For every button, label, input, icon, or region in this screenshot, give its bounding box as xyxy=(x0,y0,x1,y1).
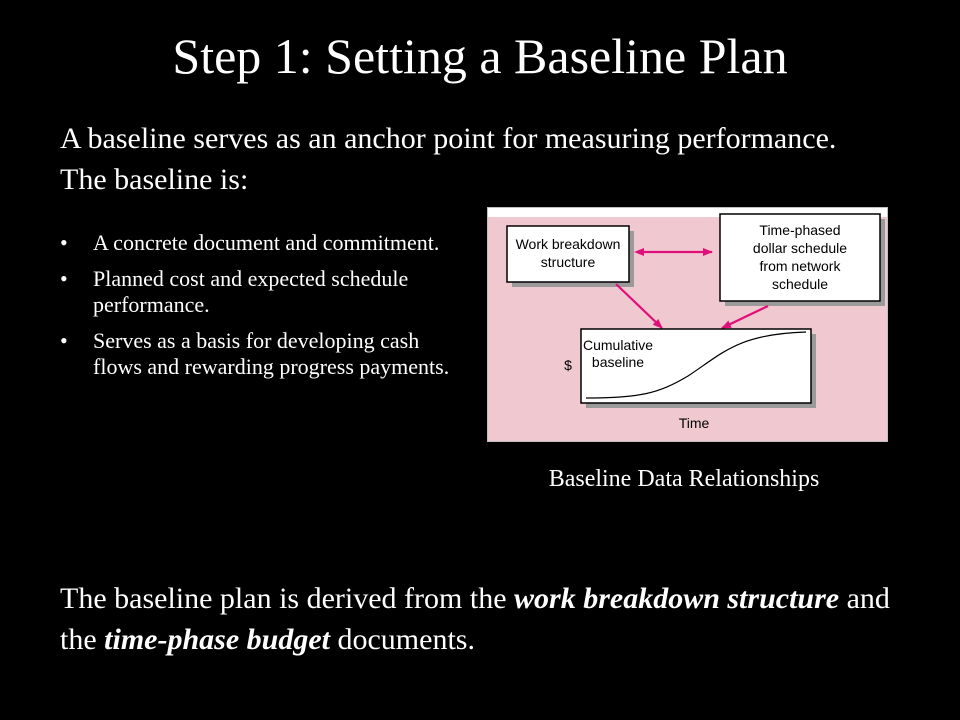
bullet-list xyxy=(60,230,450,390)
time-box-line4: schedule xyxy=(771,276,829,292)
bullet-item xyxy=(60,266,450,318)
bullet-glyph: • xyxy=(60,230,68,255)
wbs-to-baseline-arrow xyxy=(616,284,662,328)
figure-caption: Baseline Data Relationships xyxy=(548,466,820,492)
baseline-box-line1: Cumulative xyxy=(582,337,654,353)
time-box-line3: from network xyxy=(759,258,841,274)
closing-text xyxy=(60,578,920,660)
closing-part3: documents. xyxy=(329,623,475,656)
wbs-box-line1: Work breakdown xyxy=(515,236,621,252)
wbs-box xyxy=(507,226,634,287)
bullet-text: A concrete document and commitment. xyxy=(93,230,440,255)
baseline-diagram xyxy=(487,207,888,442)
wbs-box-line2: structure xyxy=(540,254,596,270)
bullet-glyph: • xyxy=(60,328,68,353)
time-box-line2: dollar schedule xyxy=(752,240,848,256)
y-axis-label: $ xyxy=(564,357,572,373)
bullet-text: Planned cost and expected schedule performance. xyxy=(93,266,409,317)
x-axis-label: Time xyxy=(678,415,710,431)
bullet-item xyxy=(60,230,450,256)
bullet-glyph: • xyxy=(60,266,68,291)
cumulative-baseline-box xyxy=(581,329,816,408)
time-phased-box xyxy=(720,214,885,306)
time-box-line1: Time-phased xyxy=(759,222,841,238)
closing-emphasis-budget: time-phase budget xyxy=(104,623,330,656)
bullet-item xyxy=(60,328,450,380)
closing-part1: The baseline plan is derived from the xyxy=(60,582,515,615)
time-to-baseline-arrow xyxy=(722,306,768,328)
intro-text: A baseline serves as an anchor point for measuring performance. The baseline is: xyxy=(60,122,837,196)
closing-part2: and the xyxy=(60,582,890,656)
diagram-svg xyxy=(488,208,889,443)
slide-title: Step 1: Setting a Baseline Plan xyxy=(172,28,788,84)
bullet-text: Serves as a basis for developing cash flows and rewarding progress payments. xyxy=(93,328,450,379)
baseline-box-line2: baseline xyxy=(591,354,645,370)
closing-emphasis-wbs: work breakdown structure xyxy=(514,582,840,615)
